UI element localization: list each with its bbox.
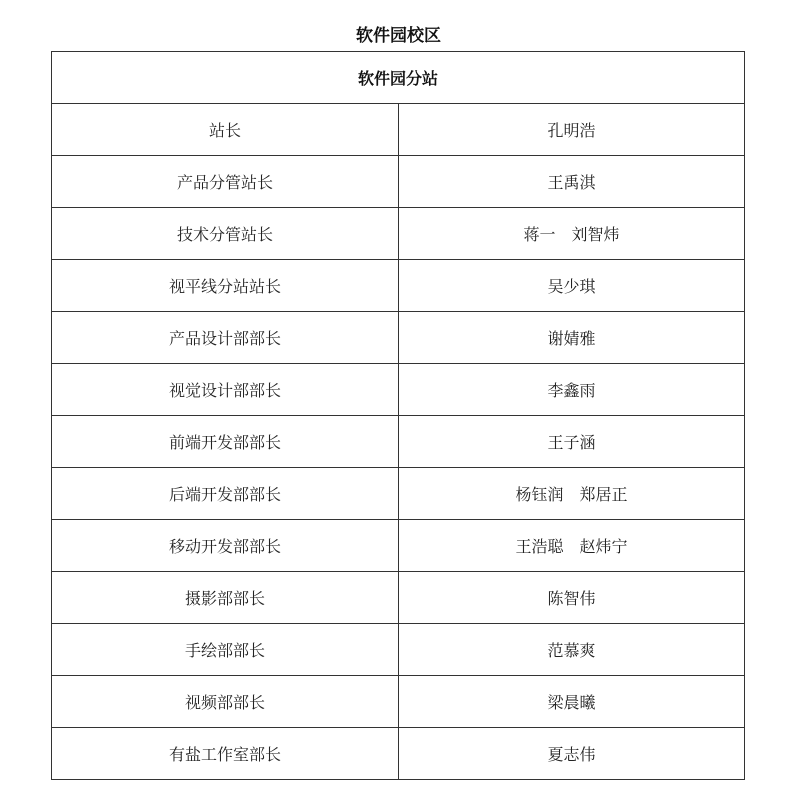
table-row [52, 364, 745, 416]
table-row [52, 520, 745, 572]
name-cell: 谢婧雅 [399, 312, 745, 364]
name-cell: 王禹淇 [399, 156, 745, 208]
role-cell: 产品设计部部长 [52, 312, 399, 364]
name-cell: 范慕爽 [399, 624, 745, 676]
role-cell: 有盐工作室部长 [52, 728, 399, 780]
document-title: 软件园校区 [356, 26, 441, 46]
table-row [52, 676, 745, 728]
section-title: 软件园分站 [52, 52, 745, 104]
table-row [52, 416, 745, 468]
table-row [52, 572, 745, 624]
name-cell: 吴少琪 [399, 260, 745, 312]
role-cell: 站长 [52, 104, 399, 156]
table-row [52, 728, 745, 780]
role-cell: 移动开发部部长 [52, 520, 399, 572]
table-row [52, 208, 745, 260]
table-row [52, 260, 745, 312]
section-header-row [52, 52, 745, 104]
table-row [52, 624, 745, 676]
name-cell: 陈智伟 [399, 572, 745, 624]
name-cell: 蒋一 刘智炜 [399, 208, 745, 260]
table-row [52, 156, 745, 208]
name-cell: 李鑫雨 [399, 364, 745, 416]
name-cell: 夏志伟 [399, 728, 745, 780]
role-cell: 后端开发部部长 [52, 468, 399, 520]
role-cell: 视频部部长 [52, 676, 399, 728]
role-cell: 前端开发部部长 [52, 416, 399, 468]
table-row [52, 312, 745, 364]
role-cell: 摄影部部长 [52, 572, 399, 624]
name-cell: 王子涵 [399, 416, 745, 468]
name-cell: 王浩聪 赵炜宁 [399, 520, 745, 572]
name-cell: 孔明浩 [399, 104, 745, 156]
name-cell: 梁晨曦 [399, 676, 745, 728]
table-row [52, 104, 745, 156]
role-cell: 手绘部部长 [52, 624, 399, 676]
role-cell: 产品分管站长 [52, 156, 399, 208]
role-cell: 技术分管站长 [52, 208, 399, 260]
role-cell: 视觉设计部部长 [52, 364, 399, 416]
name-cell: 杨钰润 郑居正 [399, 468, 745, 520]
table-row [52, 468, 745, 520]
role-cell: 视平线分站站长 [52, 260, 399, 312]
staff-table [51, 51, 745, 780]
